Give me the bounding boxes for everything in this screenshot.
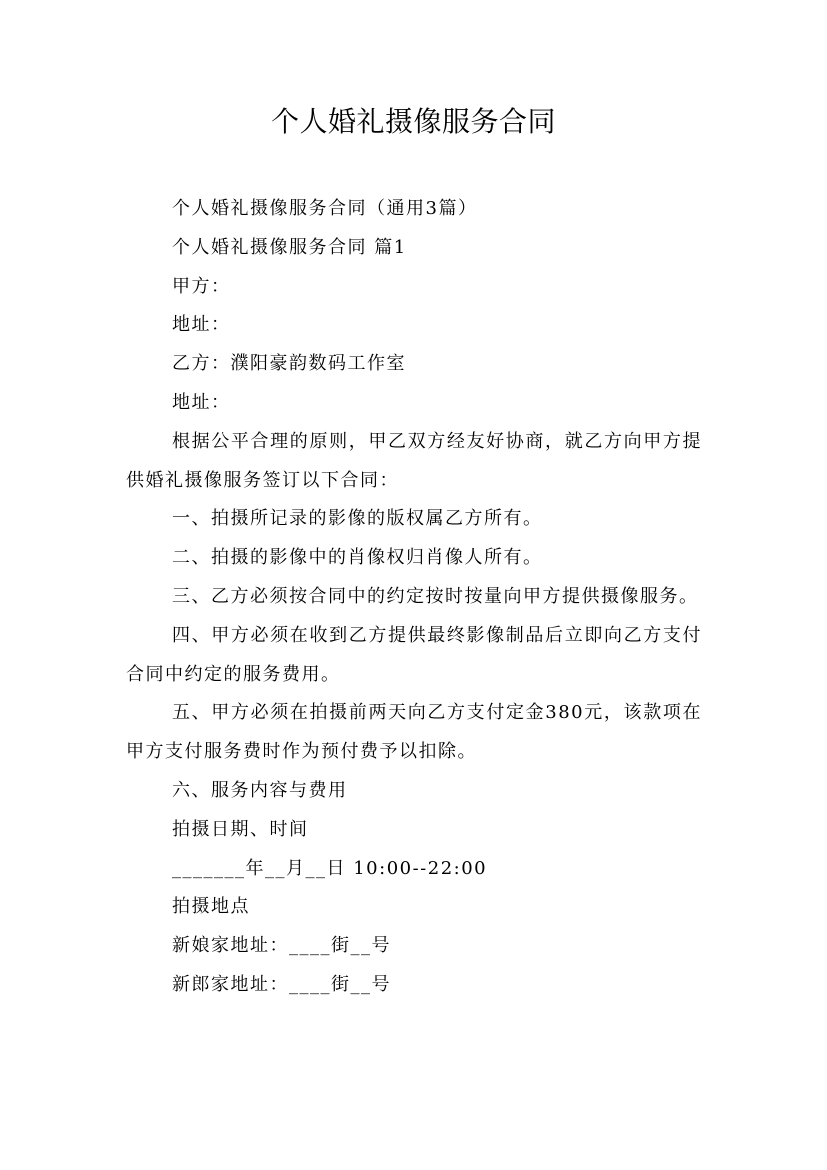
paragraph-bride-address: 新娘家地址：____街__号 [172,935,391,957]
paragraph-party-a: 甲方： [172,275,231,297]
paragraph-party-a-address: 地址： [172,314,231,336]
paragraph-clause-2: 二、拍摄的影像中的肖像权归肖像人所有。 [172,547,543,569]
paragraph-shoot-location-label: 拍摄地点 [172,896,250,918]
paragraph-clause-5: 五、甲方必须在拍摄前两天向乙方支付定金380元，该款项在甲方支付服务费时作为预付费予以扣除。 [126,702,702,763]
paragraph-shoot-date-label: 拍摄日期、时间 [172,818,309,840]
document-title: 个人婚礼摄像服务合同 [270,105,556,138]
paragraph-clause-1: 一、拍摄所记录的影像的版权属乙方所有。 [172,508,543,530]
paragraph-clause-6: 六、服务内容与费用 [172,779,348,801]
paragraph-preamble: 根据公平合理的原则，甲乙双方经友好协商，就乙方向甲方提供婚礼摄像服务签订以下合同： [126,430,702,491]
paragraph-groom-address: 新郎家地址：____街__号 [172,973,391,995]
paragraph-party-b: 乙方：濮阳豪韵数码工作室 [172,353,406,375]
paragraph-shoot-date-value: _______年__月__日 10:00--22:00 [172,857,488,879]
document-body [126,190,702,1005]
paragraph-section-heading: 个人婚礼摄像服务合同 篇1 [172,236,407,258]
paragraph-party-b-address: 地址： [172,391,231,413]
paragraph-clause-4: 四、甲方必须在收到乙方提供最终影像制品后立即向乙方支付合同中约定的服务费用。 [126,624,702,685]
paragraph-subtitle: 个人婚礼摄像服务合同（通用3篇） [172,198,478,219]
paragraph-clause-3: 三、乙方必须按合同中的约定按时按量向甲方提供摄像服务。 [172,585,699,607]
